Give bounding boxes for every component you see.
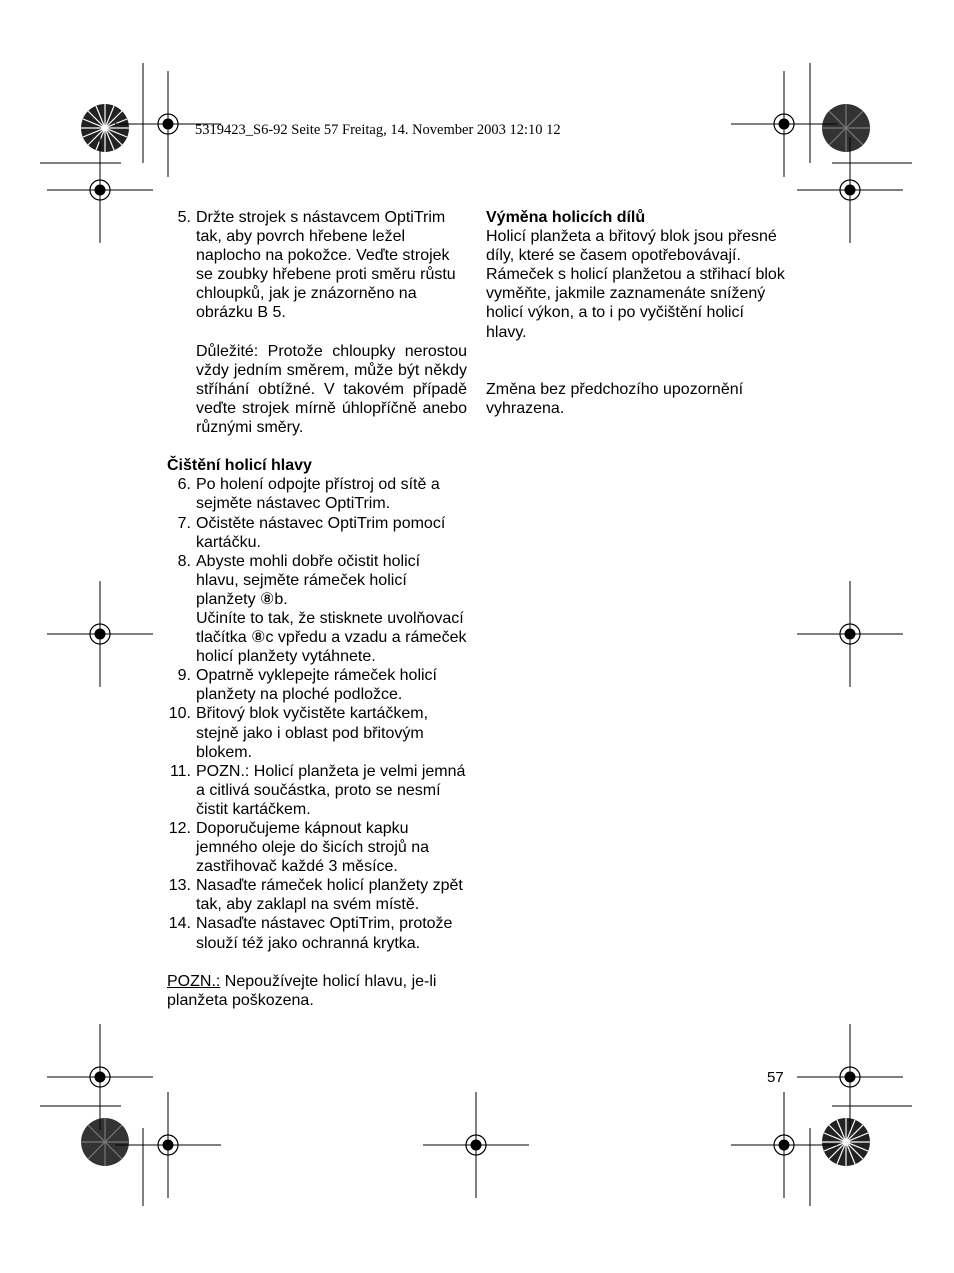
item-text: Břitový blok vyčistěte kartáčkem, stejně jako i oblast pod břitovým blokem.	[196, 705, 429, 761]
list-item	[167, 876, 467, 914]
item-number: 8.	[177, 552, 191, 570]
item-number: 11.	[169, 762, 191, 780]
list-item	[167, 208, 467, 323]
item-number: 7.	[177, 514, 191, 532]
section-heading-cleaning: Čištění holicí hlavy	[167, 457, 312, 475]
item-number: 9.	[177, 667, 191, 685]
note-label: POZN.:	[167, 972, 221, 990]
list-item	[167, 666, 467, 704]
left-column	[167, 208, 467, 1010]
important-note: Důležité: Protože chloupky nerostou vždy jedním směrem, může být někdy stříhání obtížné. V takovém případě veďte strojek mírně úhlopříčně anebo různými směry.	[196, 342, 467, 437]
starburst-icon	[822, 104, 870, 152]
starburst-icon	[822, 1118, 870, 1166]
note-text: Nepoužívejte holicí hlavu, je-li planžeta poškozena.	[167, 972, 437, 1009]
replacement-text: Holicí planžeta a břitový blok jsou přesné díly, které se časem opotřebovávají. Rámeček s holicí planžetou a střihací blok vyměňte, jakmile zaznamenáte snížený holicí výkon, a to i po vyčištění holicí hlavy.	[486, 228, 785, 341]
page-number: 57	[767, 1069, 784, 1086]
list-item	[167, 514, 467, 552]
item-text-extra: Učiníte to tak, že stisknete uvolňovací tlačítka ⑧c vpředu a vzadu a rámeček holicí planžety vytáhnete.	[196, 609, 467, 666]
print-slug: 5319423_S6-92 Seite 57 Freitag, 14. November 2003 12:10 12	[195, 122, 561, 138]
registration-mark-icon	[797, 581, 903, 687]
list-item	[167, 552, 467, 667]
right-column	[486, 208, 786, 418]
registration-mark-icon	[423, 1092, 529, 1198]
starburst-icon	[81, 1118, 129, 1166]
item-text: Nasaďte nástavec OptiTrim, protože slouží též jako ochranná krytka.	[196, 915, 453, 952]
item-number: 12.	[168, 820, 191, 837]
item-text: Nasaďte rámeček holicí planžety zpět tak, aby zaklapl na svém místě.	[196, 877, 463, 914]
damage-note	[167, 972, 467, 1010]
item-number: 14.	[168, 915, 191, 933]
section-heading-replacement: Výměna holicích dílů	[486, 209, 646, 226]
item-text: Abyste mohli dobře očistit holicí hlavu, sejměte rámeček holicí planžety ⑧b.	[196, 552, 421, 608]
registration-mark-icon	[47, 1024, 153, 1130]
list-item	[167, 475, 467, 513]
item-text: POZN.: Holicí planžeta je velmi jemná a citlivá součástka, proto se nesmí čistit kartáčkem.	[196, 762, 466, 818]
starburst-icon	[81, 104, 129, 152]
list-item	[167, 914, 467, 952]
registration-mark-icon	[731, 71, 837, 177]
list-item	[167, 762, 467, 819]
item-text: Očistěte nástavec OptiTrim pomocí kartáčku.	[196, 514, 446, 551]
item-text: Opatrně vyklepejte rámeček holicí planžety na ploché podložce.	[196, 667, 437, 704]
registration-mark-icon	[115, 1092, 221, 1198]
item-number: 6.	[177, 476, 191, 494]
registration-mark-icon	[731, 1092, 837, 1198]
registration-mark-icon	[47, 581, 153, 687]
change-notice: Změna bez předchozího upozornění vyhrazena.	[486, 380, 744, 417]
item-text: Po holení odpojte přístroj od sítě a sejměte nástavec OptiTrim.	[196, 476, 440, 513]
registration-mark-icon	[797, 1024, 903, 1130]
item-text: Držte strojek s nástavcem OptiTrim tak, aby povrch hřebene ležel naplocho na pokožce. Veďte strojek se zoubky hřebene proti směru růstu chloupků, jak je znázorněno na obrázku B 5.	[196, 209, 456, 322]
cleaning-steps	[167, 475, 467, 952]
item-number: 13.	[168, 877, 191, 895]
item-number: 5.	[177, 209, 191, 226]
registration-mark-icon	[797, 137, 903, 243]
item-number: 10.	[168, 705, 191, 723]
registration-mark-icon	[47, 137, 153, 243]
item-text: Doporučujeme kápnout kapku jemného oleje do šicích strojů na zastřihovač každé 3 měsíce.	[196, 820, 430, 876]
list-item	[167, 704, 467, 761]
list-item	[167, 819, 467, 876]
